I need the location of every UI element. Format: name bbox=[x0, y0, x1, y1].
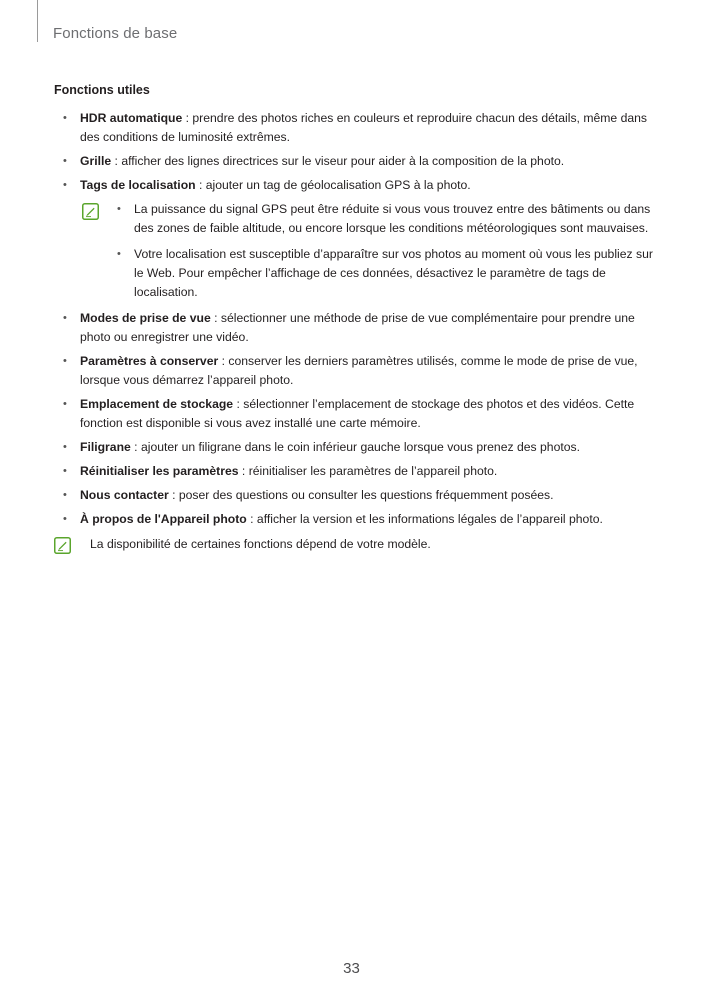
item-desc: : prendre des photos riches en couleurs et reproduire chacun des détails, même dans des conditions de luminosité extrêmes. bbox=[80, 111, 647, 144]
note-point bbox=[117, 200, 654, 238]
item-term: Tags de localisation bbox=[80, 178, 196, 192]
availability-note bbox=[54, 535, 654, 554]
item-desc: : sélectionner l’emplacement de stockage des photos et des vidéos. Cette fonction est disponible si vous avez installé une carte mémoire. bbox=[80, 397, 635, 430]
note-icon bbox=[54, 537, 71, 554]
list-item bbox=[54, 109, 654, 147]
bullet: • bbox=[63, 312, 67, 324]
item-term: Grille bbox=[80, 154, 112, 168]
list-item bbox=[54, 438, 654, 457]
list-item bbox=[54, 462, 654, 481]
note-text: La puissance du signal GPS peut être réduite si vous vous trouvez entre des bâtiments ou dans des zones de faible altitude, ou encore lorsque les conditions météorologiques sont mauvaises. bbox=[134, 202, 651, 235]
item-desc: : réinitialiser les paramètres de l’appareil photo. bbox=[238, 464, 498, 478]
bullet: • bbox=[63, 355, 67, 367]
list-item bbox=[54, 152, 654, 171]
list-item bbox=[54, 395, 654, 433]
item-term: Paramètres à conserver bbox=[80, 354, 219, 368]
bullet: • bbox=[117, 203, 121, 215]
item-term: HDR automatique bbox=[80, 111, 183, 125]
item-term: À propos de l'Appareil photo bbox=[80, 512, 247, 526]
feature-list bbox=[54, 109, 654, 195]
feature-list-2 bbox=[54, 309, 654, 529]
bullet: • bbox=[63, 179, 67, 191]
content bbox=[54, 109, 654, 554]
note-point bbox=[117, 245, 654, 302]
bullet: • bbox=[63, 489, 67, 501]
availability-note-text: La disponibilité de certaines fonctions dépend de votre modèle. bbox=[90, 537, 431, 551]
bullet: • bbox=[63, 441, 67, 453]
item-desc: : poser des questions ou consulter les questions fréquemment posées. bbox=[168, 488, 554, 502]
note-points bbox=[117, 200, 654, 302]
item-desc: : conserver les derniers paramètres utilisés, comme le mode de prise de vue, lorsque vous démarrez l’appareil photo. bbox=[80, 354, 638, 387]
list-item bbox=[54, 486, 654, 505]
bullet: • bbox=[63, 465, 67, 477]
item-desc: : afficher des lignes directrices sur le viseur pour aider à la composition de la photo. bbox=[111, 154, 565, 168]
gps-note bbox=[82, 200, 654, 302]
item-desc: : afficher la version et les informations légales de l’appareil photo. bbox=[246, 512, 603, 526]
list-item bbox=[54, 352, 654, 390]
page-number: 33 bbox=[343, 960, 360, 977]
list-item bbox=[54, 176, 654, 195]
bullet: • bbox=[63, 513, 67, 525]
item-desc: : ajouter un filigrane dans le coin inférieur gauche lorsque vous prenez des photos. bbox=[130, 440, 580, 454]
item-desc: : ajouter un tag de géolocalisation GPS à la photo. bbox=[195, 178, 471, 192]
bullet: • bbox=[63, 398, 67, 410]
list-item bbox=[54, 309, 654, 347]
item-term: Modes de prise de vue bbox=[80, 311, 211, 325]
note-icon bbox=[82, 203, 99, 220]
item-term: Filigrane bbox=[80, 440, 131, 454]
bullet: • bbox=[117, 248, 121, 260]
item-desc: : sélectionner une méthode de prise de vue complémentaire pour prendre une photo ou enregistrer une vidéo. bbox=[80, 311, 635, 344]
bullet: • bbox=[63, 155, 67, 167]
item-term: Réinitialiser les paramètres bbox=[80, 464, 239, 478]
header-rule bbox=[37, 0, 38, 42]
item-term: Emplacement de stockage bbox=[80, 397, 234, 411]
bullet: • bbox=[63, 112, 67, 124]
page-header-title: Fonctions de base bbox=[53, 25, 178, 42]
note-text: Votre localisation est susceptible d’apparaître sur vos photos au moment où vous les publiez sur le Web. Pour empêcher l’affichage de ces données, désactivez le paramètre de tags de localisation. bbox=[134, 247, 653, 299]
item-term: Nous contacter bbox=[80, 488, 169, 502]
list-item bbox=[54, 510, 654, 529]
section-heading: Fonctions utiles bbox=[54, 83, 150, 97]
